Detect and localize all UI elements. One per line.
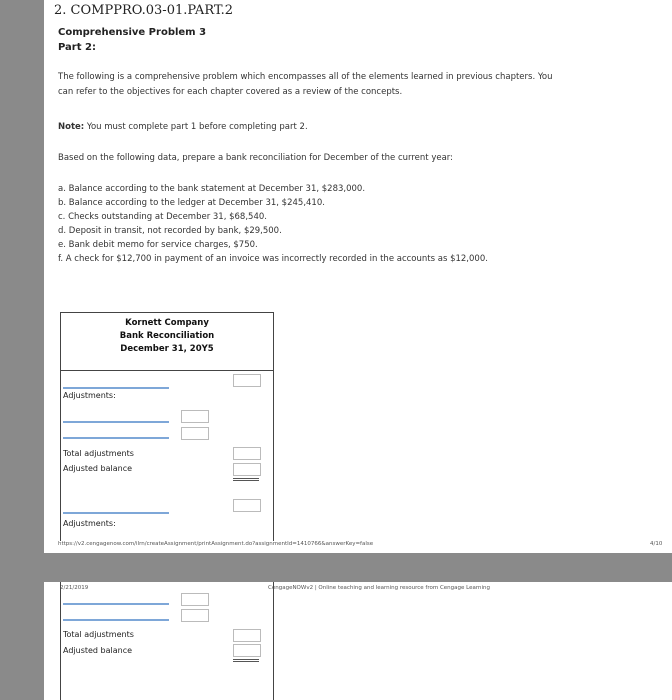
note-label: Note:	[58, 122, 85, 132]
adjustment-label-input-3[interactable]	[63, 603, 169, 605]
page2-header: CengageNOWv2 | Online teaching and learning resource from Cengage Learning	[268, 585, 491, 591]
total-adjustments-input-2[interactable]	[233, 629, 261, 642]
balance-label-input[interactable]	[63, 387, 169, 389]
adjustment-amount-input-2[interactable]	[181, 427, 209, 440]
adjustment-amount-input-3[interactable]	[181, 593, 209, 606]
footer-url: https://v2.cengagenow.com/ilrn/createAssignment/printAssignment.do?assignmentId=1410766&answerKey=false	[58, 541, 374, 547]
page2-date: 2/21/2019	[60, 585, 89, 591]
total-adjustments-label: Total adjustments	[63, 449, 134, 458]
adjusted-balance-label: Adjusted balance	[63, 464, 133, 473]
double-underline-2	[233, 659, 259, 661]
adjustment-amount-input-4[interactable]	[181, 609, 209, 622]
data-item-a: a. Balance according to the bank statement at December 31, $283,000.	[58, 184, 366, 194]
adjusted-balance-label-2: Adjusted balance	[63, 646, 133, 655]
adjusted-balance-input[interactable]	[233, 463, 261, 476]
bank-reconciliation-form-continued	[60, 582, 274, 700]
data-item-f: f. A check for $12,700 in payment of an invoice was incorrectly recorded in the accounts as $12,000.	[58, 254, 488, 264]
intro-line-1: The following is a comprehensive problem which encompasses all of the elements learned in previous chapters. You	[58, 72, 553, 82]
intro-line-2: can refer to the objectives for each chapter covered as a review of the concepts.	[58, 87, 403, 97]
data-item-e: e. Bank debit memo for service charges, $750.	[58, 240, 258, 250]
print-page-1	[44, 0, 672, 553]
data-item-b: b. Balance according to the ledger at December 31, $245,410.	[58, 198, 325, 208]
balance-amount-input[interactable]	[233, 374, 261, 387]
problem-code: 2. COMPPRO.03-01.PART.2	[54, 3, 234, 18]
note	[58, 122, 308, 132]
problem-title: Comprehensive Problem 3	[58, 27, 207, 38]
statement-date: December 31, 20Y5	[120, 344, 214, 354]
adjustment-label-input-2[interactable]	[63, 437, 169, 439]
company-name: Kornett Company	[125, 318, 209, 328]
statement-title: Bank Reconciliation	[119, 331, 215, 341]
double-underline	[233, 478, 259, 480]
adjustment-label-input-1[interactable]	[63, 421, 169, 423]
data-item-c: c. Checks outstanding at December 31, $68,540.	[58, 212, 267, 222]
adjustments-label-2: Adjustments:	[63, 519, 116, 528]
part-label: Part 2:	[58, 42, 96, 53]
adjustment-amount-input-1[interactable]	[181, 410, 209, 423]
bank-reconciliation-form	[60, 312, 274, 541]
book-balance-label-input[interactable]	[63, 512, 169, 514]
print-page-2	[44, 582, 672, 700]
data-item-d: d. Deposit in transit, not recorded by bank, $29,500.	[58, 226, 282, 236]
page-number: 4/10	[650, 541, 663, 547]
book-balance-amount-input[interactable]	[233, 499, 261, 512]
adjusted-balance-input-2[interactable]	[233, 644, 261, 657]
adjustments-label: Adjustments:	[63, 391, 116, 400]
total-adjustments-input[interactable]	[233, 447, 261, 460]
instruction: Based on the following data, prepare a bank reconciliation for December of the current year:	[58, 153, 454, 163]
reconciliation-header	[61, 313, 273, 371]
note-text: You must complete part 1 before completing part 2.	[84, 122, 308, 132]
adjustment-label-input-4[interactable]	[63, 619, 169, 621]
total-adjustments-label-2: Total adjustments	[63, 630, 134, 639]
